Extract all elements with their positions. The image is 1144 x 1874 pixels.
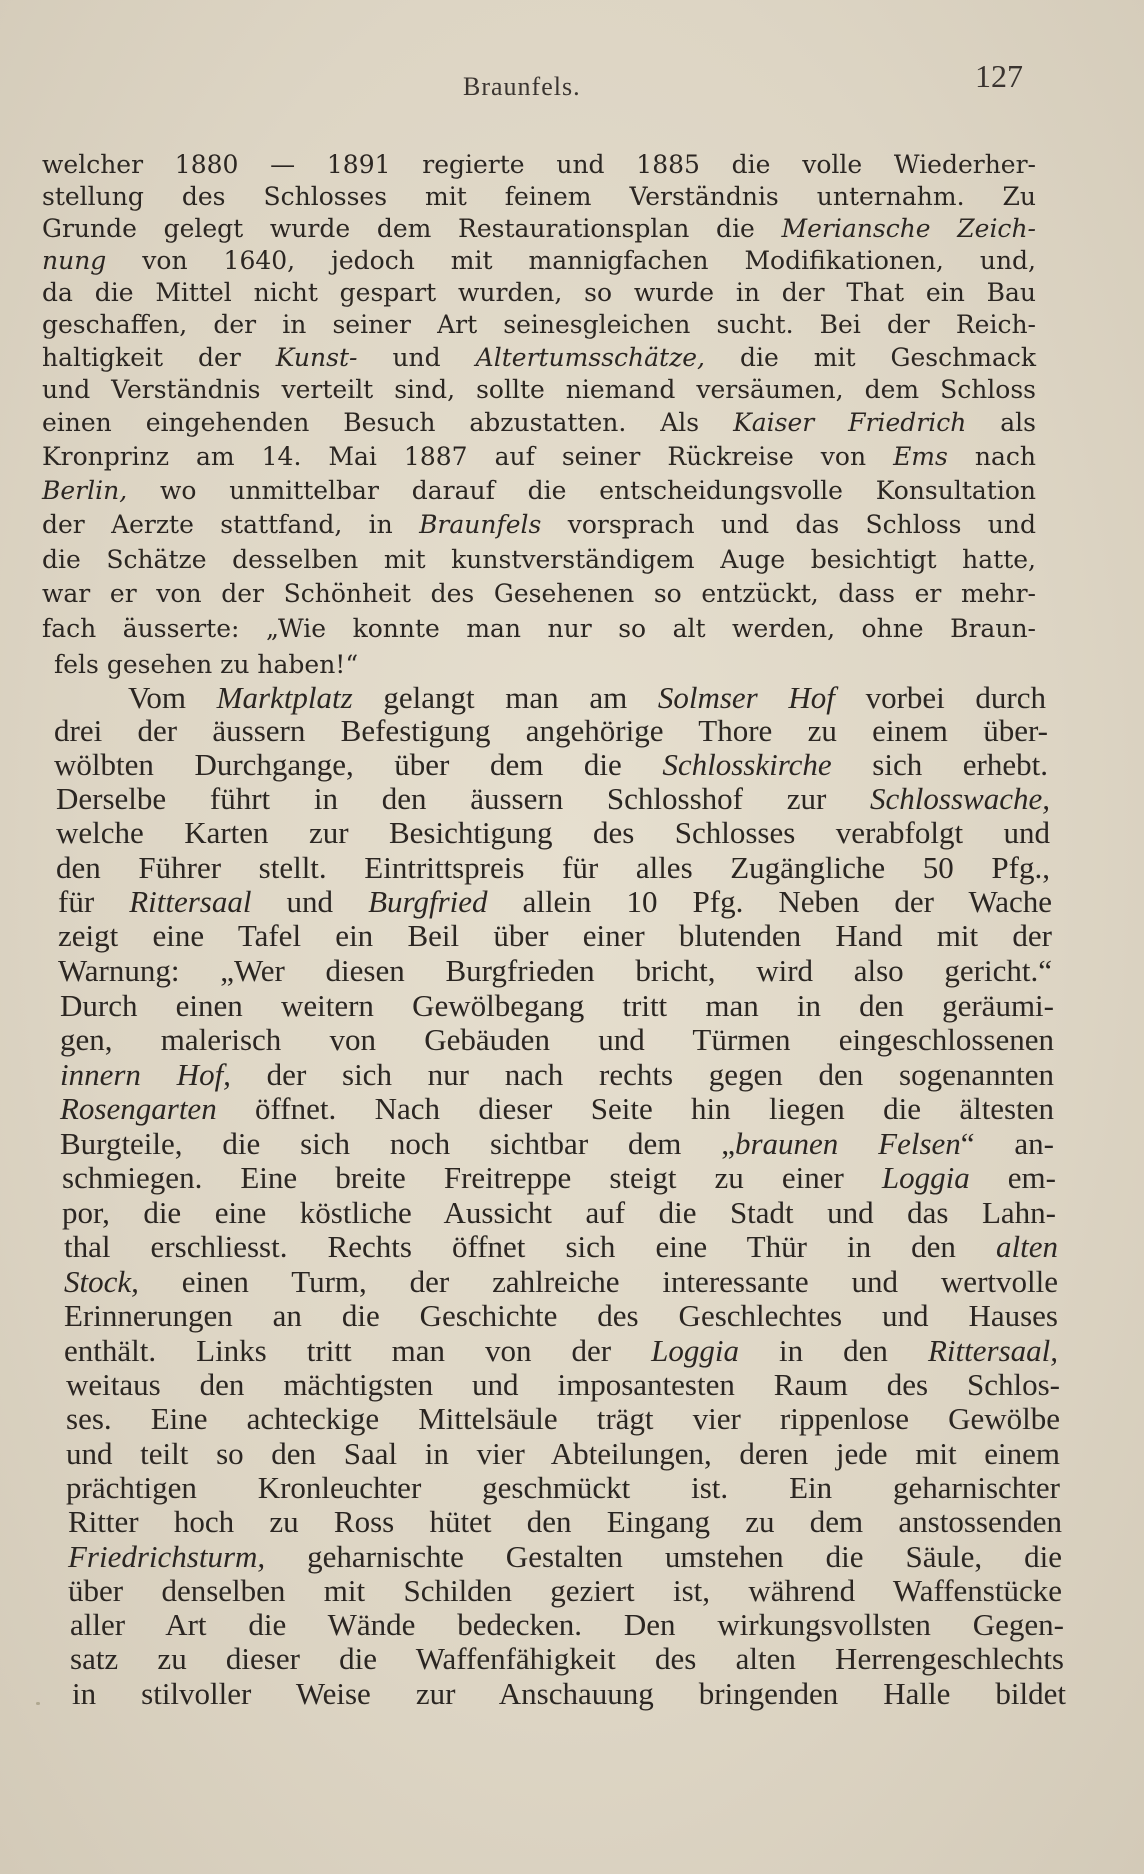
text-line (54, 747, 1048, 783)
text-run: weitaus den mächtigsten und imposantesten Raum des Schlos- (66, 1367, 1060, 1402)
italic-term: Braunfels (419, 510, 542, 539)
text-run: wölbten Durchgange, über dem die (54, 747, 663, 782)
text-line (42, 375, 1036, 404)
text-run: stellung des Schlosses mit feinem Verständnis unternahm. Zu (42, 182, 1036, 211)
text-run: der Aerzte stattfand, in (42, 510, 420, 539)
italic-term: Rittersaal, (927, 1333, 1058, 1368)
text-run: da die Mittel nicht gespart wurden, so wurde in der That ein Bau (42, 278, 1036, 307)
text-line (64, 1264, 1058, 1300)
text-run: einen Turm, der zahlreiche interessante und wertvolle (138, 1264, 1058, 1299)
text-run: über denselben mit Schilden geziert ist, während Waffenstücke (68, 1573, 1062, 1608)
text-line (64, 1229, 1058, 1265)
text-line (62, 1160, 1056, 1196)
text-run: “ an- (960, 1126, 1054, 1161)
text-run: gen, malerisch von Gebäuden und Türmen eingeschlossenen (60, 1022, 1054, 1057)
text-line (54, 713, 1048, 749)
text-line (42, 510, 1036, 539)
text-run: Ritter hoch zu Ross hütet den Eingang zu dem anstossenden (68, 1504, 1062, 1539)
italic-term: Friedrichsturm, (68, 1539, 266, 1574)
text-run: Kronprinz am 14. Mai 1887 auf seiner Rückreise von (42, 442, 894, 471)
text-line (42, 182, 1036, 211)
italic-term: Meriansche Zeich- (781, 214, 1036, 243)
text-run: fels gesehen zu haben!“ (54, 650, 359, 679)
text-run: einen eingehenden Besuch abzustatten. Als (42, 408, 734, 437)
text-line (60, 1091, 1054, 1127)
text-run: ses. Eine achteckige Mittelsäule trägt vier rippenlose Gewölbe (66, 1401, 1060, 1436)
paper-speck (36, 1702, 40, 1705)
text-run: für (58, 884, 130, 919)
text-run: in stilvoller Weise zur Anschauung bringenden Halle bildet (72, 1676, 1066, 1711)
text-run: aller Art die Wände bedecken. Den wirkungsvollsten Gegen- (70, 1607, 1064, 1642)
text-run: als (966, 408, 1036, 437)
text-run: haltigkeit der (42, 343, 276, 372)
text-run: die Schätze desselben mit kunstverständigem Auge besichtigt hatte, (42, 545, 1036, 574)
text-line (68, 1504, 1062, 1540)
text-line (56, 781, 1050, 817)
text-line (42, 246, 1036, 275)
text-line (42, 150, 1036, 179)
text-run: wo unmittelbar darauf die entscheidungsvolle Konsultation (127, 476, 1036, 505)
text-run: war er von der Schönheit des Gesehenen so entzückt, dass er mehr- (42, 579, 1036, 608)
text-run: satz zu dieser die Waffenfähigkeit des alten Herrengeschlechts (70, 1641, 1064, 1676)
running-head: Braunfels. (463, 72, 581, 101)
text-run: nach (947, 442, 1036, 471)
text-line (66, 1367, 1060, 1403)
text-line (128, 680, 1046, 716)
italic-term: Schlosswache, (870, 781, 1050, 816)
text-run: Durch einen weitern Gewölbegang tritt man in den geräumi- (60, 988, 1054, 1023)
text-line (58, 884, 1052, 920)
text-run: fach äusserte: „Wie konnte man nur so alt werden, ohne Braun- (42, 614, 1036, 643)
text-line (68, 1539, 1062, 1575)
italic-term: Rosengarten (60, 1091, 217, 1126)
text-line (42, 278, 1036, 307)
italic-term: Loggia (651, 1333, 739, 1368)
italic-term: Ems (893, 442, 948, 471)
text-line (68, 1573, 1062, 1609)
text-line (60, 1022, 1054, 1058)
italic-term: Marktplatz (216, 680, 353, 715)
text-line (42, 476, 1036, 505)
text-run: enthält. Links tritt man von der (64, 1333, 652, 1368)
text-run: vorbei durch (834, 680, 1046, 715)
text-line (42, 579, 1036, 608)
italic-term: innern Hof, (60, 1057, 231, 1092)
italic-term: Loggia (881, 1160, 970, 1195)
text-line (60, 1126, 1054, 1162)
text-line (70, 1641, 1064, 1677)
text-run: drei der äussern Befestigung angehörige Thore zu einem über- (54, 713, 1048, 748)
text-line (62, 1195, 1056, 1231)
text-run: den Führer stellt. Eintrittspreis für alles Zugängliche 50 Pfg., (56, 850, 1050, 885)
text-run: und Verständnis verteilt sind, sollte niemand versäumen, dem Schloss (42, 375, 1036, 404)
text-line (42, 442, 1036, 471)
text-line (64, 1298, 1058, 1334)
italic-term: Schlosskirche (662, 747, 832, 782)
text-run: em- (969, 1160, 1056, 1195)
text-run: thal erschliesst. Rechts öffnet sich eine Thür in den (64, 1229, 996, 1264)
text-line (56, 815, 1050, 851)
text-line (58, 953, 1052, 989)
text-line (60, 1057, 1054, 1093)
text-run: öffnet. Nach dieser Seite hin liegen die ältesten (216, 1091, 1054, 1126)
text-line (70, 1607, 1064, 1643)
page-number: 127 (975, 58, 1023, 94)
text-run: welcher 1880 — 1891 regierte und 1885 die volle Wiederher- (42, 150, 1036, 179)
text-line (66, 1436, 1060, 1472)
text-run: die mit Geschmack (705, 343, 1037, 372)
italic-term: alten (996, 1229, 1058, 1264)
text-run: und (357, 343, 476, 372)
text-run: geschaffen, der in seiner Art seinesgleichen sucht. Bei der Reich- (42, 310, 1036, 339)
italic-term: nung (42, 246, 107, 275)
text-run: in den (739, 1333, 928, 1368)
text-run: prächtigen Kronleuchter geschmückt ist. Ein geharnischter (66, 1470, 1060, 1505)
text-run: Erinnerungen an die Geschichte des Geschlechtes und Hauses (64, 1298, 1058, 1333)
text-run: Vom (128, 680, 217, 715)
text-run: vorsprach und das Schloss und (541, 510, 1037, 539)
text-run: und (251, 884, 369, 919)
text-line (66, 1401, 1060, 1437)
text-run: Warnung: „Wer diesen Burgfrieden bricht, wird also gericht.“ (58, 953, 1052, 988)
italic-term: Kunst- (275, 343, 358, 372)
text-run: und teilt so den Saal in vier Abteilungen, deren jede mit einem (66, 1436, 1060, 1471)
text-run: Derselbe führt in den äussern Schlosshof zur (56, 781, 871, 816)
text-run: der sich nur nach rechts gegen den sogenannten (230, 1057, 1054, 1092)
italic-term: braunen Felsen (734, 1126, 961, 1161)
text-line (42, 343, 1036, 372)
text-line (42, 214, 1036, 243)
text-line (56, 850, 1050, 886)
italic-term: Solmser Hof (657, 680, 835, 715)
italic-term: Stock, (64, 1264, 139, 1299)
italic-term: Altertumsschätze, (475, 343, 705, 372)
text-run: Grunde gelegt wurde dem Restaurationsplan die (42, 214, 782, 243)
italic-term: Burgfried (368, 884, 488, 919)
text-run: allein 10 Pfg. Neben der Wache (487, 884, 1053, 919)
text-run: por, die eine köstliche Aussicht auf die Stadt und das Lahn- (62, 1195, 1056, 1230)
text-line (42, 310, 1036, 339)
italic-term: Rittersaal (129, 884, 252, 919)
italic-term: Kaiser Friedrich (733, 408, 967, 437)
text-line (42, 614, 1036, 643)
text-run: welche Karten zur Besichtigung des Schlosses verabfolgt und (56, 815, 1050, 850)
text-line (58, 918, 1052, 954)
text-run: zeigt eine Tafel ein Beil über einer blutenden Hand mit der (58, 918, 1052, 953)
text-line (66, 1470, 1060, 1506)
text-line (42, 545, 1036, 574)
text-line (42, 408, 1036, 437)
text-line (64, 1333, 1058, 1369)
text-line (72, 1676, 1066, 1712)
text-run: sich erhebt. (831, 747, 1049, 782)
text-line (54, 650, 358, 679)
text-run: von 1640, jedoch mit mannigfachen Modifikationen, und, (106, 246, 1036, 275)
text-run: schmiegen. Eine breite Freitreppe steigt zu einer (62, 1160, 882, 1195)
text-run: gelangt man am (352, 680, 658, 715)
text-line (60, 988, 1054, 1024)
italic-term: Berlin, (42, 476, 128, 505)
text-run: geharnischte Gestalten umstehen die Säule, die (265, 1539, 1062, 1574)
text-run: Burgteile, die sich noch sichtbar dem „ (60, 1126, 735, 1161)
